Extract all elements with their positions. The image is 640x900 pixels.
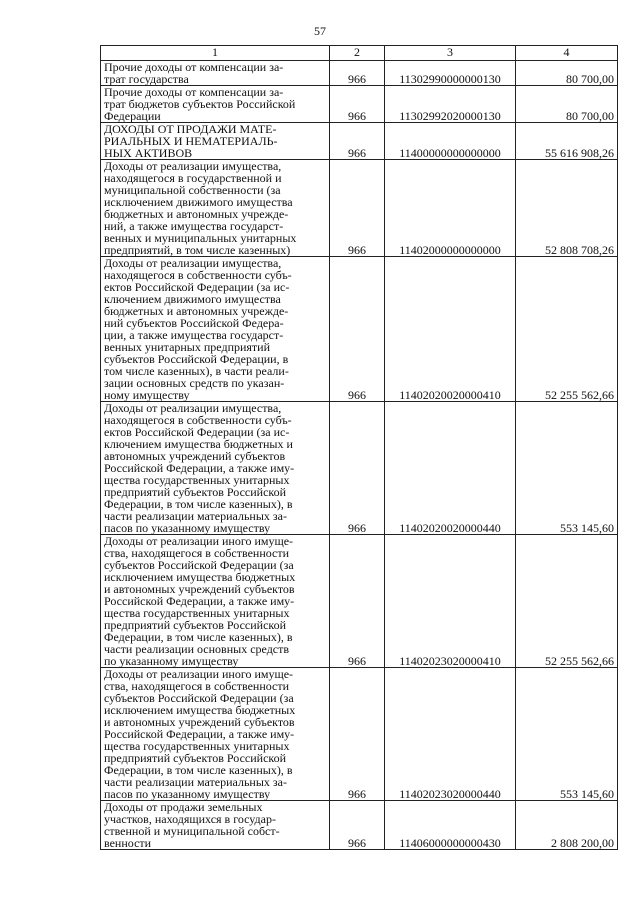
row-amount: 2 808 200,00 — [516, 801, 618, 850]
row-description: Прочие доходы от компенсации за- трат государства — [104, 60, 284, 86]
row-amount: 80 700,00 — [516, 86, 618, 123]
row-code: 966 — [330, 801, 385, 850]
row-amount: 80 700,00 — [516, 61, 618, 86]
row-amount: 52 808 708,26 — [516, 160, 618, 257]
row-code: 966 — [330, 123, 385, 160]
row-description-cell — [101, 535, 330, 668]
row-kbk: 11402000000000000 — [385, 160, 516, 257]
table-header-row — [101, 46, 618, 61]
row-code: 966 — [330, 160, 385, 257]
row-description-cell — [101, 160, 330, 257]
row-code: 966 — [330, 402, 385, 535]
row-code: 966 — [330, 668, 385, 801]
row-description-cell — [101, 123, 330, 160]
row-amount: 553 145,60 — [516, 402, 618, 535]
row-amount: 55 616 908,26 — [516, 123, 618, 160]
row-code: 966 — [330, 257, 385, 402]
row-kbk: 11402023020000440 — [385, 668, 516, 801]
row-kbk: 11302990000000130 — [385, 61, 516, 86]
row-description-cell — [101, 86, 330, 123]
table-row — [101, 123, 618, 160]
row-description: Доходы от реализации иного имуще- ства, находящегося в собственности субъектов Российской Федерации (за исключением имущества бюджетных и автономных учреждений субъектов Российской Федерации, а также иму- щества государственных унитарных предприятий субъектов Российской Федерации, в том числе казенных), в части реализации материальных за- пасов по указанному имуществу — [104, 667, 296, 801]
page-number: 57 — [314, 24, 326, 38]
row-kbk: 11402020020000440 — [385, 402, 516, 535]
row-description: ДОХОДЫ ОТ ПРОДАЖИ МАТЕ- РИАЛЬНЫХ И НЕМАТЕРИАЛЬ- НЫХ АКТИВОВ — [104, 122, 278, 160]
row-kbk: 11400000000000000 — [385, 123, 516, 160]
header-col-1: 1 — [101, 46, 330, 61]
row-kbk: 11406000000000430 — [385, 801, 516, 850]
header-col-2: 2 — [330, 46, 385, 61]
row-code: 966 — [330, 86, 385, 123]
row-kbk: 11402023020000410 — [385, 535, 516, 668]
table-row — [101, 668, 618, 801]
table-row — [101, 801, 618, 850]
row-description: Доходы от реализации иного имуще- ства, находящегося в собственности субъектов Российской Федерации (за исключением имущества бюджетных и автономных учреждений субъектов Российской Федерации, а также иму- щества государственных унитарных предприятий субъектов Российской Федерации, в том числе казенных), в части реализации основных средств по указанному имуществу — [104, 534, 296, 668]
header-col-3: 3 — [385, 46, 516, 61]
table-row — [101, 257, 618, 402]
table-row — [101, 402, 618, 535]
row-description-cell — [101, 257, 330, 402]
table-row — [101, 61, 618, 86]
table-row — [101, 160, 618, 257]
revenue-table — [100, 45, 618, 850]
row-code: 966 — [330, 61, 385, 86]
row-description-cell — [101, 801, 330, 850]
row-amount: 553 145,60 — [516, 668, 618, 801]
row-description-cell — [101, 668, 330, 801]
row-kbk: 11302992020000130 — [385, 86, 516, 123]
row-amount: 52 255 562,66 — [516, 535, 618, 668]
table-row — [101, 535, 618, 668]
row-code: 966 — [330, 535, 385, 668]
table-row — [101, 86, 618, 123]
header-col-4: 4 — [516, 46, 618, 61]
row-description-cell — [101, 402, 330, 535]
row-description: Прочие доходы от компенсации за- трат бюджетов субъектов Российской Федерации — [104, 85, 296, 123]
row-description: Доходы от реализации имущества, находящегося в собственности субъ- ектов Российской Федерации (за ис- ключением движимого имущества бюджетных и автономных учрежде- ний субъектов Российской Федера- ции, а также имущества государст- венных унитарных предприятий субъектов Российской Федерации, в том числе казенных), в части реали- зации основных средств по указан- ному имуществу — [104, 256, 292, 402]
row-description: Доходы от продажи земельных участков, находящихся в государ- ственной и муниципальной собст- венности — [104, 800, 280, 850]
row-description-cell — [101, 61, 330, 86]
row-description: Доходы от реализации имущества, находящегося в собственности субъ- ектов Российской Федерации (за ис- ключением имущества бюджетных и автономных учреждений субъектов Российской Федерации, а также иму- щества государственных унитарных предприятий субъектов Российской Федерации, в том числе казенных), в части реализации материальных за- пасов по указанному имуществу — [104, 401, 295, 535]
row-kbk: 11402020020000410 — [385, 257, 516, 402]
row-description: Доходы от реализации имущества, находящегося в государственной и муниципальной собственности (за исключением движимого имущества бюджетных и автономных учрежде- ний, а также имущества государст- венных и муниципальных унитарных предприятий, в том числе казенных) — [104, 159, 297, 257]
row-amount: 52 255 562,66 — [516, 257, 618, 402]
